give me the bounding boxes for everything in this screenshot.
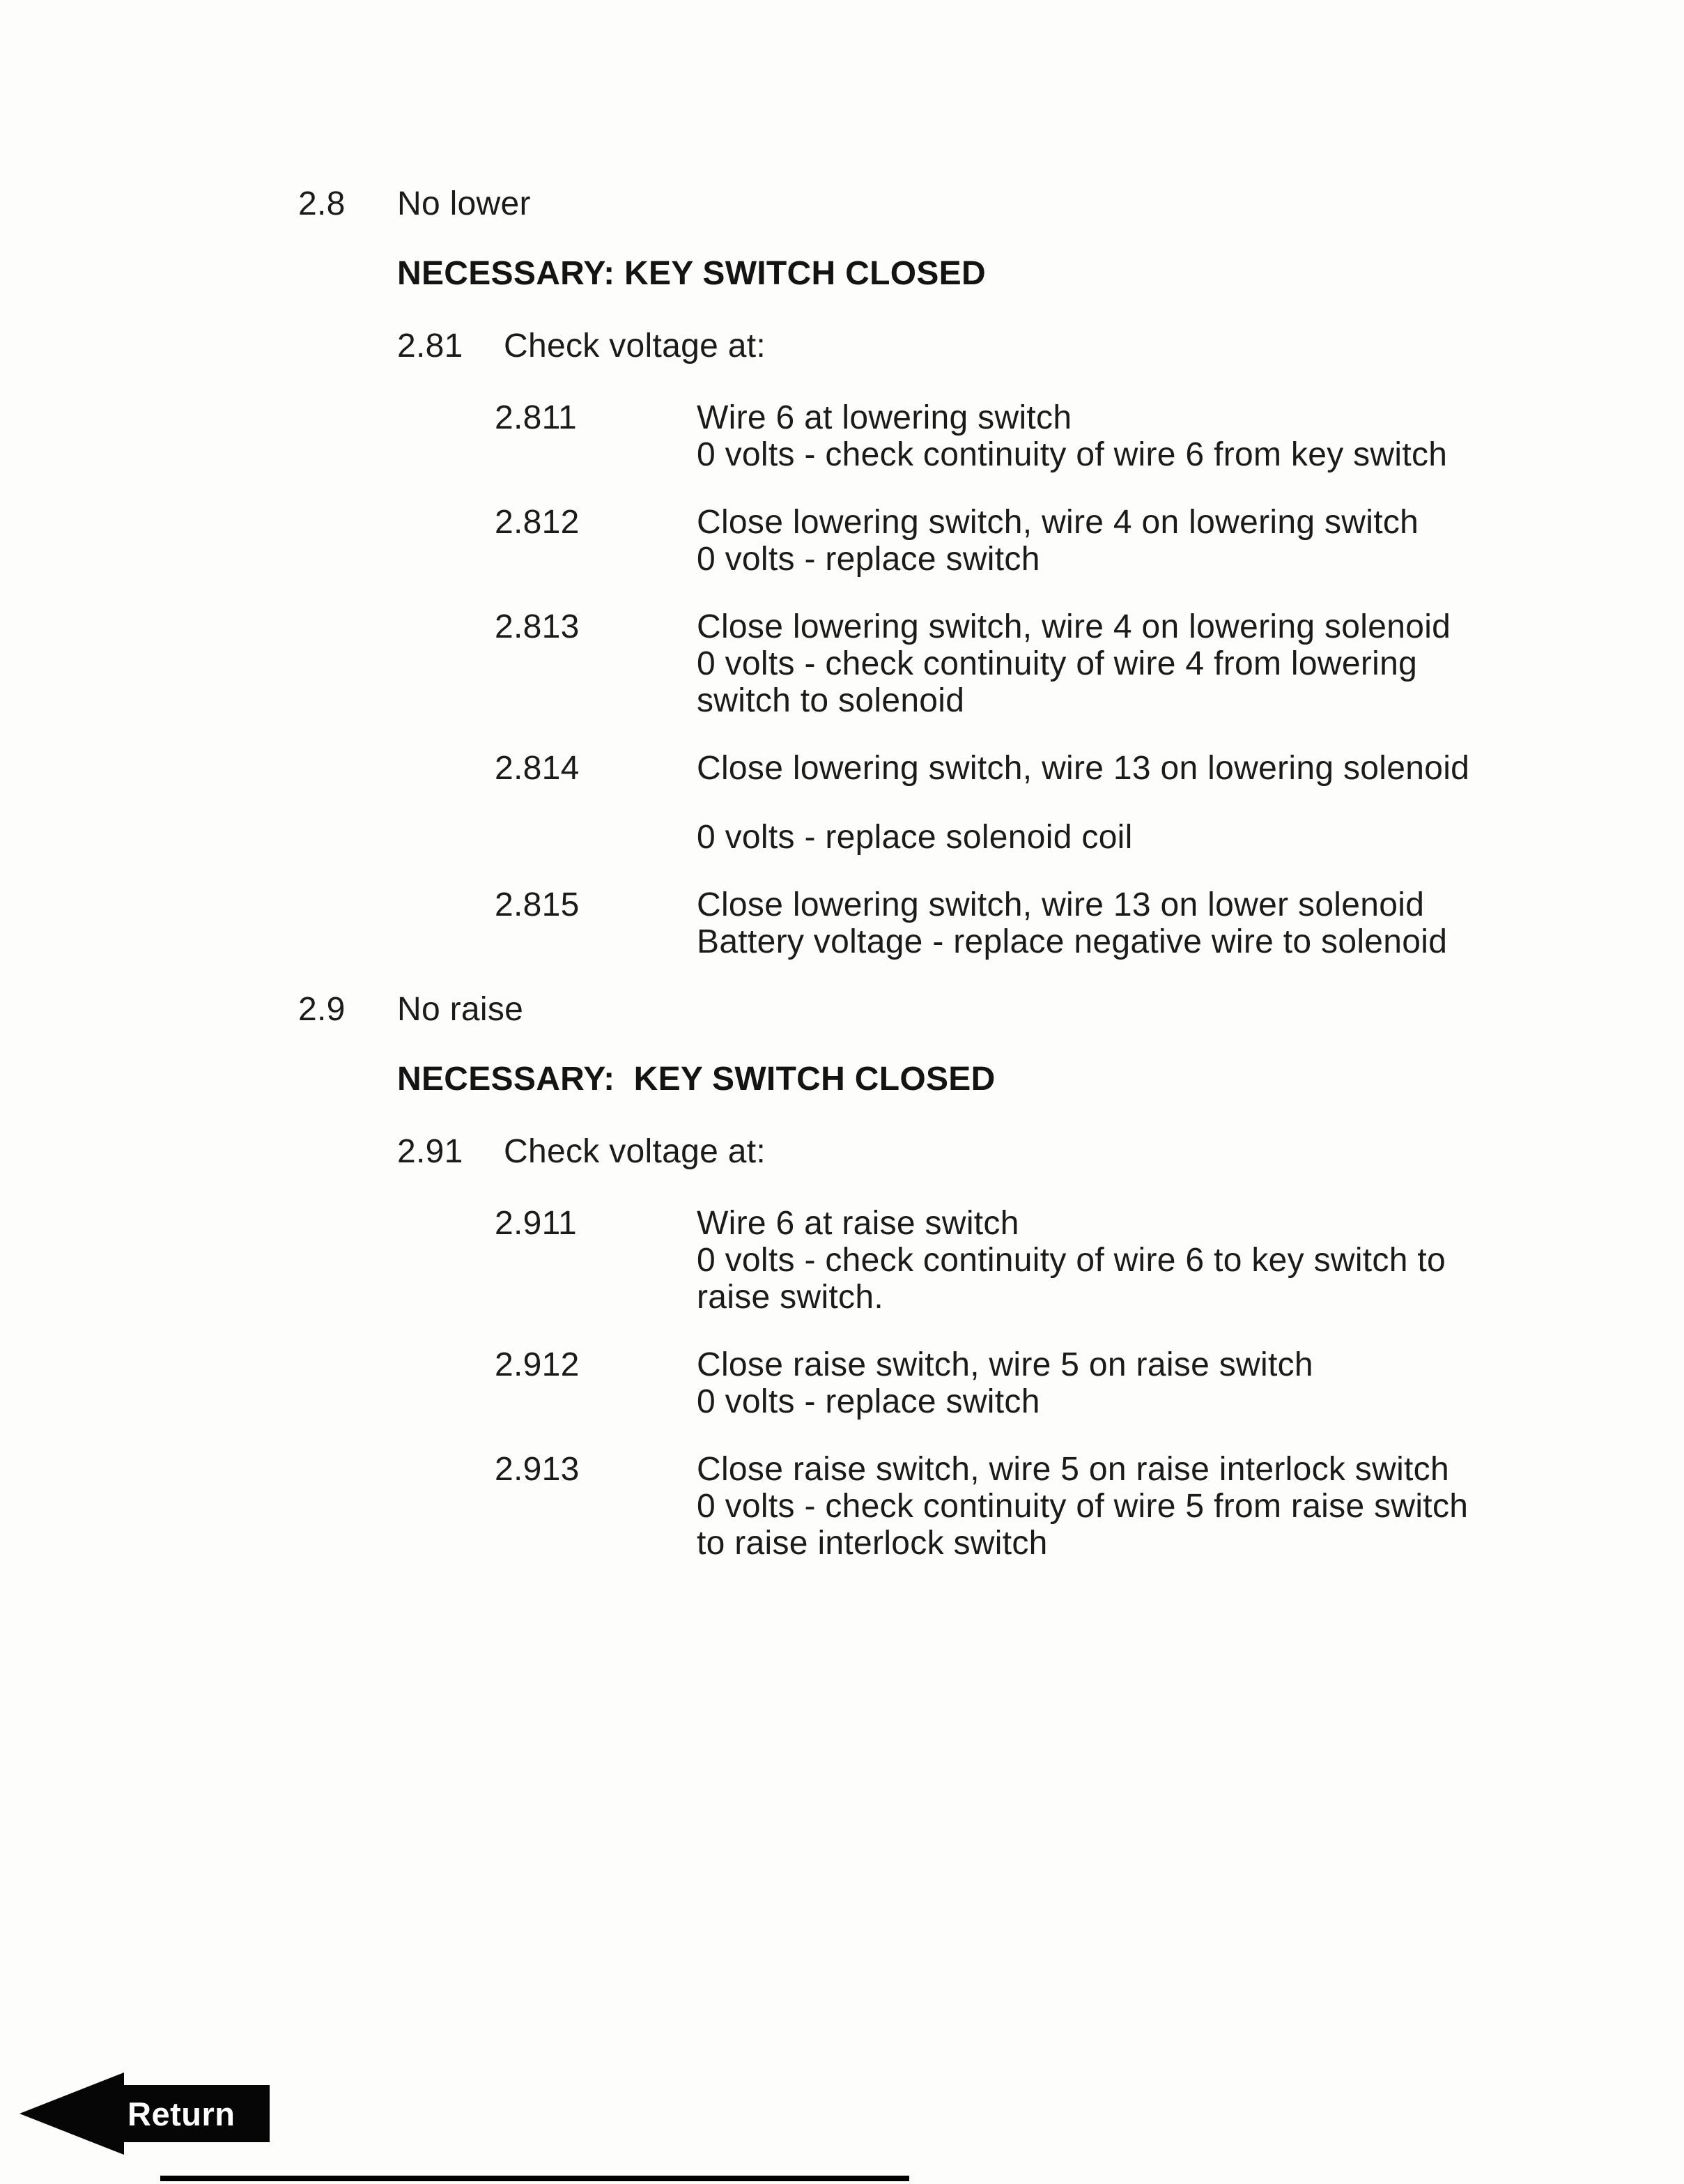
item-line: 0 volts - replace switch [697, 541, 1040, 578]
item-body [697, 1205, 1488, 1316]
procedure-item [0, 1451, 1684, 1562]
check-number: 2.91 [397, 1133, 463, 1170]
check-label: Check voltage at: [504, 1133, 766, 1170]
item-line: Close raise switch, wire 5 on raise interlock switch [697, 1451, 1449, 1488]
item-number: 2.812 [495, 504, 580, 541]
item-line: Close lowering switch, wire 13 on lowering solenoid [697, 750, 1470, 787]
item-body [697, 608, 1488, 719]
item-number: 2.813 [495, 608, 580, 645]
return-button-body [123, 2085, 270, 2142]
item-number: 2.814 [495, 750, 580, 787]
item-line: Close lowering switch, wire 4 on lowering solenoid [697, 608, 1451, 645]
check-heading [0, 328, 1684, 364]
procedure-item [0, 886, 1684, 960]
item-number: 2.912 [495, 1346, 580, 1383]
item-line: Close lowering switch, wire 4 on lowering switch [697, 504, 1419, 541]
section-heading [0, 185, 1684, 222]
item-body [697, 399, 1488, 473]
item-line: Close lowering switch, wire 13 on lower solenoid [697, 886, 1425, 923]
procedure-item [0, 1205, 1684, 1316]
section-heading [0, 991, 1684, 1028]
necessary-heading: NECESSARY: KEY SWITCH CLOSED [397, 1061, 996, 1098]
section-no-lower [0, 185, 1684, 960]
item-body [697, 886, 1488, 960]
item-number: 2.911 [495, 1205, 578, 1242]
item-line: Close raise switch, wire 5 on raise switch [697, 1346, 1313, 1383]
item-line: 0 volts - check continuity of wire 5 from raise switch to raise interlock switch [697, 1488, 1469, 1562]
section-title: No raise [397, 991, 524, 1028]
item-number: 2.811 [495, 399, 578, 436]
item-body [697, 750, 1488, 856]
procedure-item [0, 1346, 1684, 1420]
procedure-item [0, 399, 1684, 473]
item-body [697, 1451, 1488, 1562]
check-label: Check voltage at: [504, 328, 766, 364]
item-number: 2.815 [495, 886, 580, 923]
item-number: 2.913 [495, 1451, 580, 1488]
item-line: 0 volts - check continuity of wire 4 from lowering switch to solenoid [697, 645, 1418, 719]
procedure-item [0, 504, 1684, 578]
item-line: 0 volts - check continuity of wire 6 from key switch [697, 436, 1448, 473]
procedure-item [0, 608, 1684, 719]
check-number: 2.81 [397, 328, 463, 364]
item-line: Wire 6 at lowering switch [697, 399, 1072, 436]
item-line: 0 volts - check continuity of wire 6 to key switch to raise switch. [697, 1242, 1446, 1316]
item-body [697, 1346, 1488, 1420]
item-line: Wire 6 at raise switch [697, 1205, 1019, 1242]
item-line: Battery voltage - replace negative wire to solenoid [697, 923, 1448, 960]
scan-artifact-line [160, 2176, 909, 2181]
necessary-heading: NECESSARY: KEY SWITCH CLOSED [397, 255, 986, 292]
section-no-raise [0, 991, 1684, 1562]
check-heading [0, 1133, 1684, 1170]
procedure-item [0, 750, 1684, 856]
item-body [697, 504, 1488, 578]
return-button[interactable] [20, 2073, 270, 2155]
item-line: 0 volts - replace switch [697, 1383, 1040, 1420]
section-number: 2.8 [298, 185, 346, 222]
left-arrow-icon [20, 2073, 124, 2155]
item-line: 0 volts - replace solenoid coil [697, 819, 1133, 856]
section-number: 2.9 [298, 991, 346, 1028]
section-title: No lower [397, 185, 531, 222]
return-button-label: Return [128, 2095, 235, 2132]
